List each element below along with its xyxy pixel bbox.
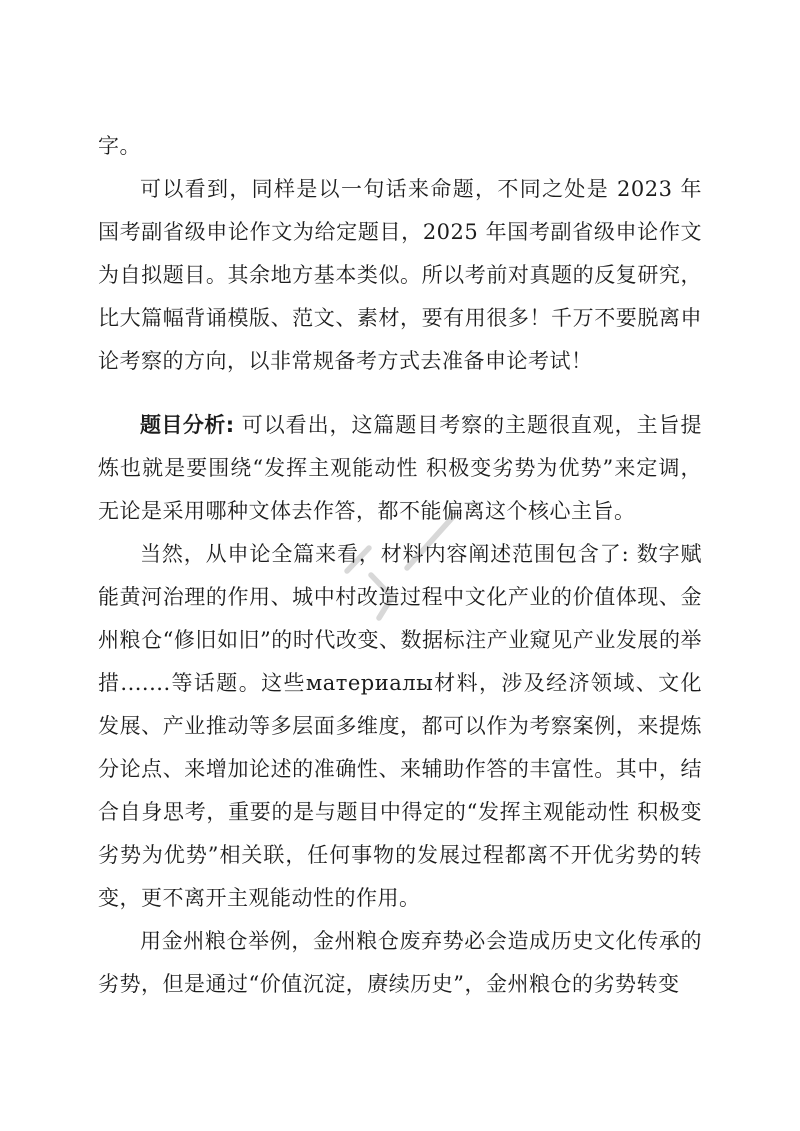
paragraph-granary-example: 用金州粮仓举例，金州粮仓废弃势必会造成历史文化传承的劣势，但是通过“价值沉淀，赓续历史”，金州粮仓的劣势转变 (98, 929, 702, 996)
paragraph-exam-comparison: 可以看到，同样是以一句话来命题，不同之处是 2023 年国考副省级申论作文为给定题目，2025 年国考副省级申论作文为自拟题目。其余地方基本类似。所以考前对真题的反复研究，比大篇幅背诵模版、范文、素材，要有用很多！千万不要脱离申论考察的方向，以非常规备考方式去准备申论考试！ (98, 177, 702, 373)
paragraph-topic-analysis (98, 404, 702, 533)
paragraph-material-scope: 当然，从申论全篇来看，材料内容阐述范围包含了: 数字赋能黄河治理的作用、城中村改造过程中文化产业的价值体现、金州粮仓“修旧如旧”的时代改变、数据标注产业窥见产业发展的举措.......等话题。这些материалы材料，涉及经济领域、文化发展、产业推动等多层面多维度，都可以作为考察案例，来提炼分论点、来增加论述的准确性、来辅助作答的丰富性。其中，结合自身思考，重要的是与题目中得定的“发挥主观能动性 积极变劣势为优势”相关联，任何事物的发展过程都离不开优劣势的转变，更不离开主观能动性的作用。 (98, 542, 702, 910)
topic-analysis-text: 可以看出，这篇题目考察的主题很直观，主旨提炼也就是要围绕“发挥主观能动性 积极变劣势为优势”来定调，无论是采用哪种文体去作答，都不能偏离这个核心主旨。 (98, 413, 702, 523)
topic-analysis-label: 题目分析: (140, 413, 235, 437)
paragraph-continuation: 字。 (98, 134, 141, 158)
blank-line (98, 383, 702, 404)
